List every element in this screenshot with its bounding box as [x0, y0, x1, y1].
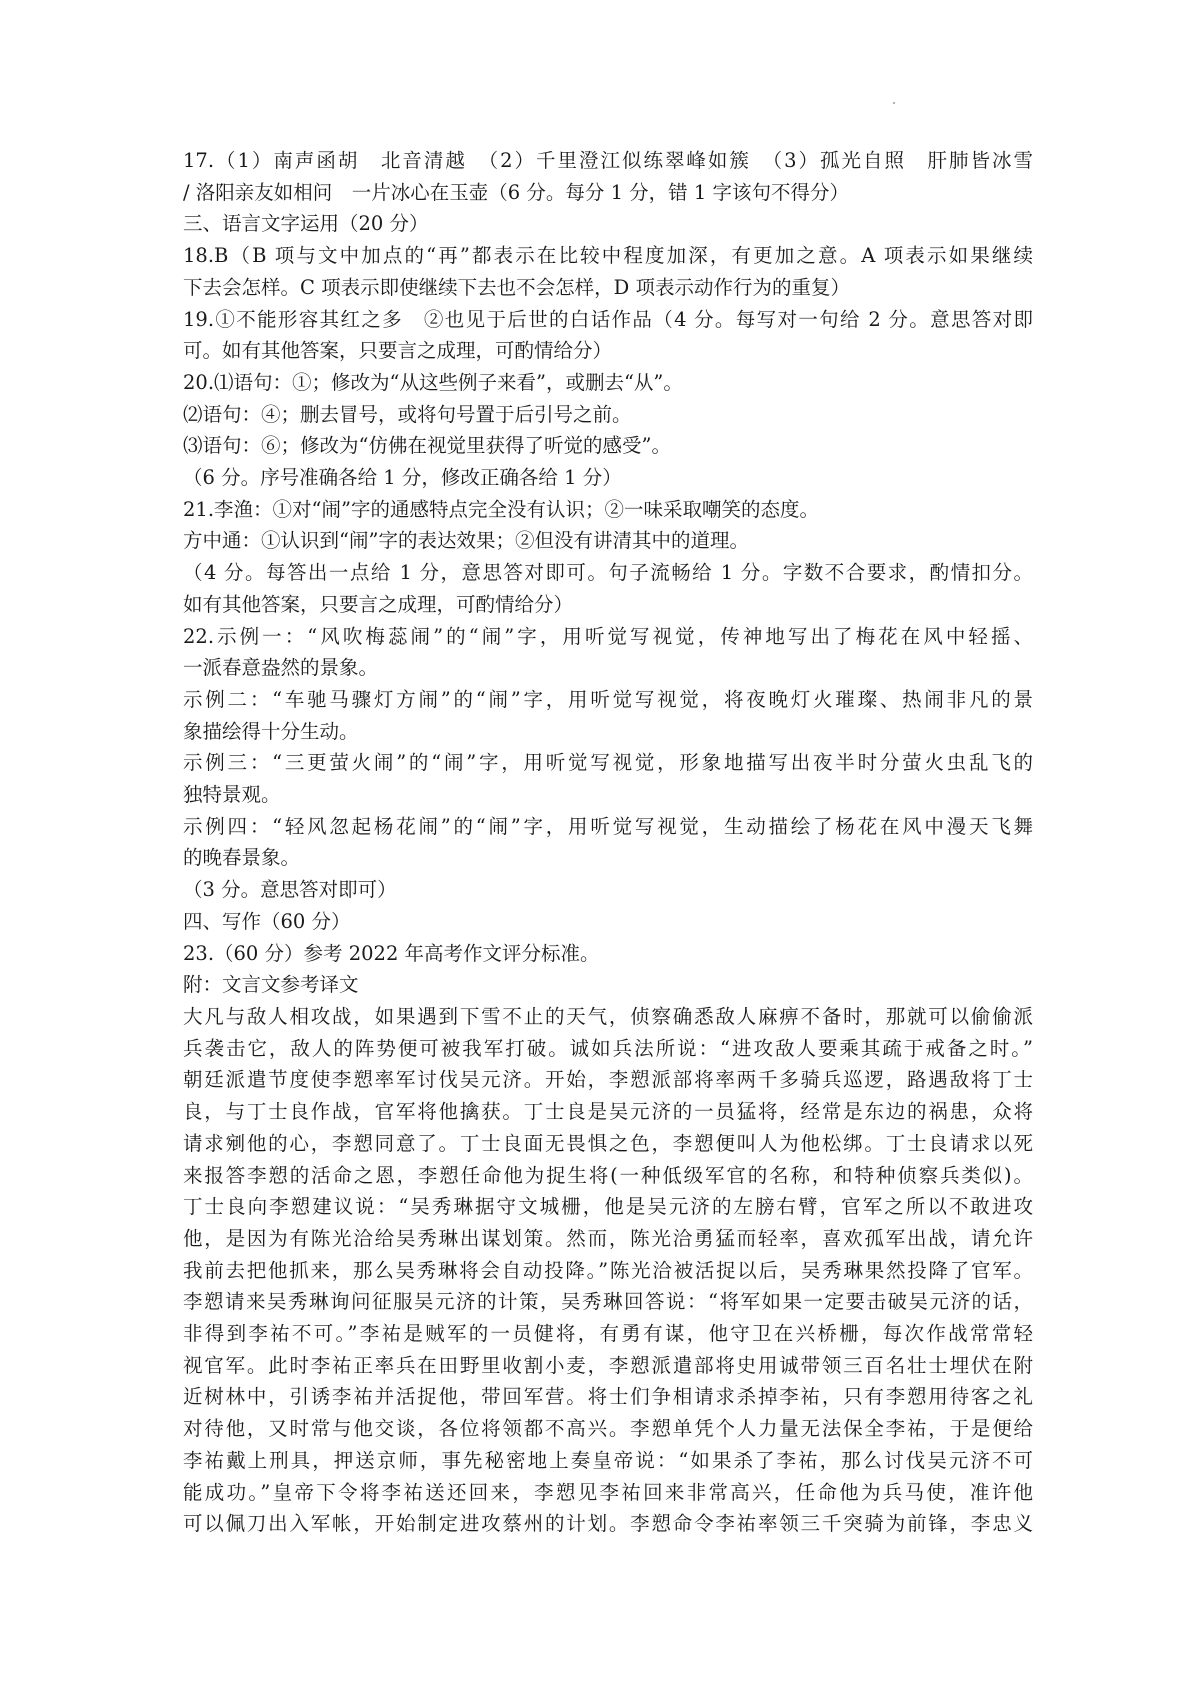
- text-line: 近树林中，引诱李祐并活捉他，带回军营。将士们争相请求杀掉李祐，只有李愬用待客之礼: [183, 1385, 1033, 1409]
- text-line: 22.示例一：“风吹梅蕊闹”的“闹”字，用听觉写视觉，传神地写出了梅花在风中轻摇、: [183, 624, 1033, 648]
- text-line: 能成功。”皇帝下令将李祐送还回来，李愬见李祐回来非常高兴，任命他为兵马使，准许他: [183, 1480, 1033, 1504]
- text-line: 来报答李愬的活命之恩，李愬任命他为捉生将(一种低级军官的名称，和特种侦察兵类似)。: [183, 1163, 1033, 1187]
- text-line: 我前去把他抓来，那么吴秀琳将会自动投降。”陈光洽被活捉以后，吴秀琳果然投降了官军。: [183, 1258, 1033, 1282]
- text-line: 示例二：“车驰马骤灯方闹”的“闹”字，用听觉写视觉，将夜晚灯火璀璨、热闹非凡的景: [183, 687, 1033, 711]
- scan-speck: [893, 102, 895, 104]
- text-line: 18.B（B 项与文中加点的“再”都表示在比较中程度加深，有更加之意。A 项表示如果继续: [183, 244, 1033, 268]
- text-line: 兵袭击它，敌人的阵势便可被我军打破。诚如兵法所说：“进攻敌人要乘其疏于戒备之时。”: [183, 1036, 1033, 1060]
- document-body: [183, 145, 1033, 1540]
- text-line: 示例三：“三更萤火闹”的“闹”字，用听觉写视觉，形象地描写出夜半时分萤火虫乱飞的: [183, 751, 1033, 775]
- text-line: 20.⑴语句：①；修改为“从这些例子来看”，或删去“从”。: [183, 370, 683, 394]
- text-line: 如有其他答案，只要言之成理，可酌情给分）: [183, 592, 574, 616]
- text-line: （4 分。每答出一点给 1 分，意思答对即可。句子流畅给 1 分。字数不合要求，酌情扣分。: [183, 561, 1033, 585]
- text-line: ⑶语句：⑥；修改为“仿佛在视觉里获得了听觉的感受”。: [183, 434, 671, 458]
- text-line: 非得到李祐不可。”李祐是贼军的一员健将，有勇有谋，他守卫在兴桥栅，每次作战常常轻: [183, 1322, 1033, 1346]
- text-line: 的晚春景象。: [183, 846, 301, 870]
- text-line: 李愬请来吴秀琳询问征服吴元济的计策，吴秀琳回答说：“将军如果一定要击破吴元济的话，: [183, 1290, 1033, 1314]
- text-line: 良，与丁士良作战，官军将他擒获。丁士良是吴元济的一员猛将，经常是东边的祸患，众将: [183, 1100, 1033, 1124]
- text-line: 四、写作（60 分）: [183, 909, 351, 933]
- text-line: 独特景观。: [183, 783, 281, 807]
- text-line: 方中通：①认识到“闹”字的表达效果；②但没有讲清其中的道理。: [183, 529, 749, 553]
- text-line: 附：文言文参考译文: [183, 973, 359, 997]
- text-line: （3 分。意思答对即可）: [183, 878, 397, 902]
- text-line: 对待他，又时常与他交谈，各位将领都不高兴。李愬单凭个人力量无法保全李祐，于是便给: [183, 1417, 1033, 1441]
- text-line: 三、语言文字运用（20 分）: [183, 212, 429, 236]
- text-line: 李祐戴上刑具，押送京师，事先秘密地上奏皇帝说：“如果杀了李祐，那么讨伐吴元济不可: [183, 1448, 1033, 1472]
- text-line: 23.（60 分）参考 2022 年高考作文评分标准。: [183, 941, 600, 965]
- text-line: ⑵语句：④；删去冒号，或将句号置于后引号之前。: [183, 402, 632, 426]
- text-line: / 洛阳亲友如相问 一片冰心在玉壶（6 分。每分 1 分，错 1 字该句不得分）: [183, 180, 849, 204]
- text-line: 可。如有其他答案，只要言之成理，可酌情给分）: [183, 339, 613, 363]
- text-line: 视官军。此时李祐正率兵在田野里收割小麦，李愬派遣部将史用诚带领三百名壮士埋伏在附: [183, 1353, 1033, 1377]
- text-line: 21.李渔：①对“闹”字的通感特点完全没有认识；②一味采取嘲笑的态度。: [183, 497, 819, 521]
- text-line: 17.（1）南声函胡 北音清越 （2）千里澄江似练翠峰如簇 （3）孤光自照 肝肺皆冰雪: [183, 149, 1033, 172]
- text-line: 请求剜他的心，李愬同意了。丁士良面无畏惧之色，李愬便叫人为他松绑。丁士良请求以死: [183, 1131, 1033, 1155]
- text-line: 大凡与敌人相攻战，如果遇到下雪不止的天气，侦察确悉敌人麻痹不备时，那就可以偷偷派: [183, 1004, 1033, 1028]
- text-line: 可以佩刀出入军帐，开始制定进攻蔡州的计划。李愬命令李祐率领三千突骑为前锋，李忠义: [183, 1512, 1033, 1536]
- text-line: （6 分。序号准确各给 1 分，修改正确各给 1 分）: [183, 466, 622, 490]
- text-line: 19.①不能形容其红之多 ②也见于后世的白话作品（4 分。每写对一句给 2 分。意思答对即: [183, 307, 1033, 331]
- text-line: 一派春意盎然的景象。: [183, 656, 379, 680]
- text-line: 象描绘得十分生动。: [183, 719, 359, 743]
- text-line: 示例四：“轻风忽起杨花闹”的“闹”字，用听觉写视觉，生动描绘了杨花在风中漫天飞舞: [183, 814, 1033, 838]
- text-line: 朝廷派遣节度使李愬率军讨伐吴元济。开始，李愬派部将率两千多骑兵巡逻，路遇敌将丁士: [183, 1068, 1033, 1092]
- text-line: 他，是因为有陈光洽给吴秀琳出谋划策。然而，陈光洽勇猛而轻率，喜欢孤军出战，请允许: [183, 1226, 1033, 1250]
- text-line: 丁士良向李愬建议说：“吴秀琳据守文城栅，他是吴元济的左膀右臂，官军之所以不敢进攻: [183, 1195, 1033, 1219]
- text-line: 下去会怎样。C 项表示即使继续下去也不会怎样，D 项表示动作行为的重复）: [183, 275, 850, 299]
